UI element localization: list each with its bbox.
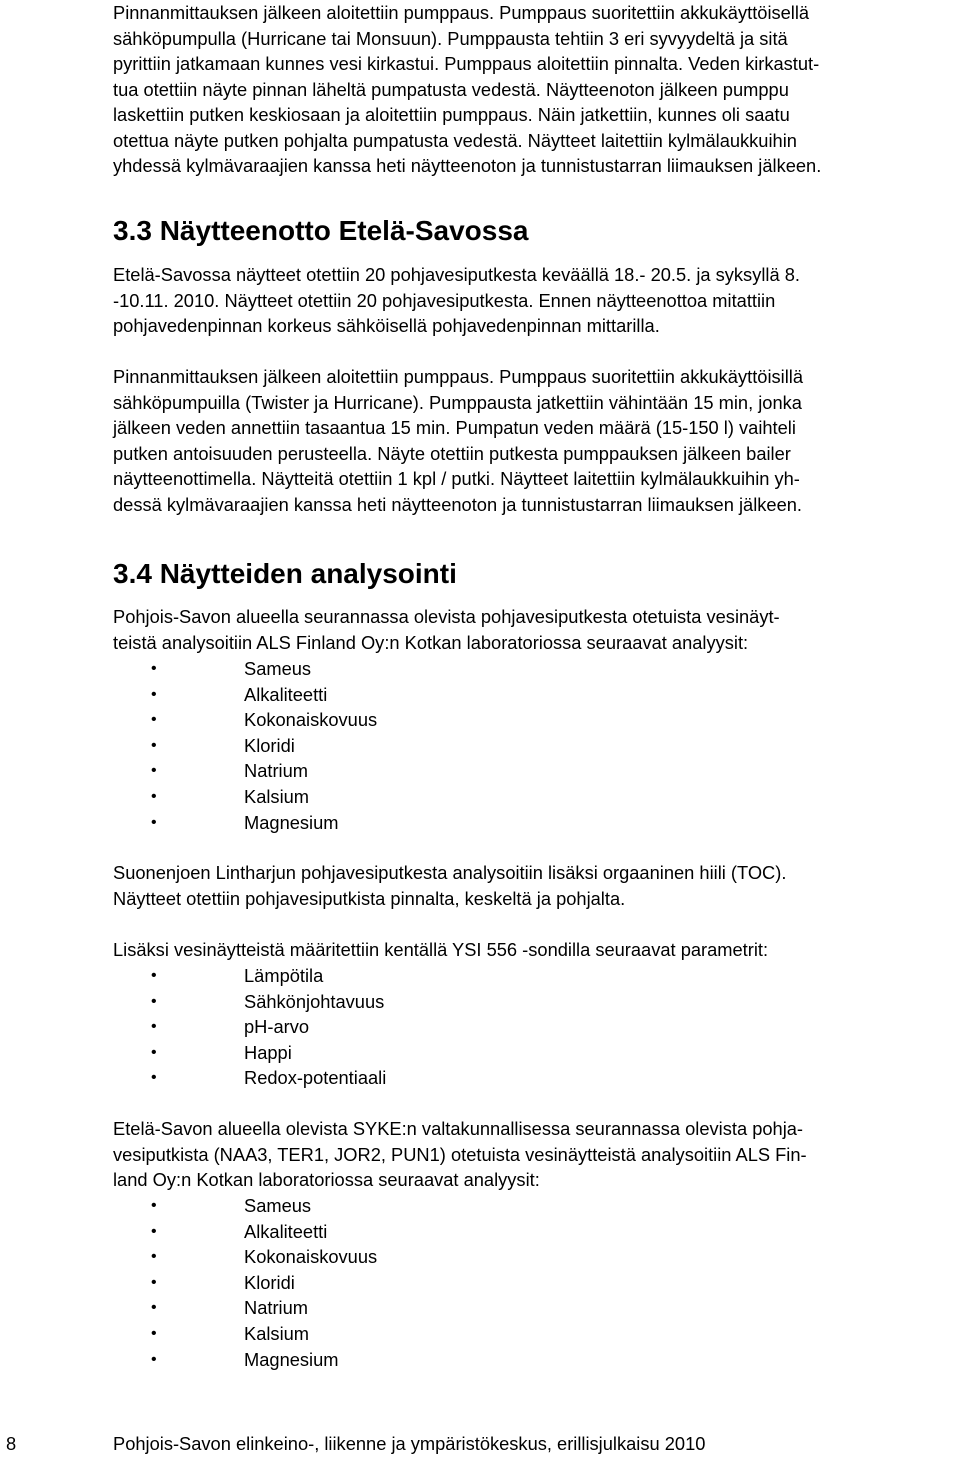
bullet-list [113, 1193, 960, 1372]
list-item: • Kalsium [113, 1321, 960, 1347]
publication-title: Pohjois-Savon elinkeino-, liikenne ja ympäristökeskus, erillisjulkaisu 2010 [113, 1433, 706, 1454]
text-line: pyrittiin jatkamaan kunnes vesi kirkastui. Pumppaus aloitettiin pinnalta. Veden kirkastut- [113, 53, 820, 74]
text-line: näytteenottimella. Näytteitä otettiin 1 kpl / putki. Näytteet laitettiin kylmälaukkuihin yh- [113, 468, 800, 489]
text-line: tua otettiin näyte pinnan läheltä pumpatusta vedestä. Näytteenoton jälkeen pumppu [113, 78, 789, 100]
analysis-list-1 [113, 656, 960, 835]
section-3-4-para1 [113, 604, 960, 655]
text-line: Lisäksi vesinäytteistä määritettiin kentällä YSI 556 -sondilla seuraavat parametrit: [113, 939, 769, 960]
list-item: • Kokonaiskovuus [113, 707, 960, 733]
text-line: vesiputkista (NAA3, TER1, JOR2, PUN1) otetuista vesinäytteistä analysoitiin ALS Fin- [113, 1143, 807, 1165]
text-line: Etelä-Savon alueella olevista SYKE:n valtakunnallisessa seurannassa olevista pohja- [113, 1118, 804, 1139]
list-item: • Happi [113, 1040, 960, 1066]
list-item: • Alkaliteetti [113, 682, 960, 708]
text-line: jälkeen veden annettiin tasaantua 15 min. Pumpatun veden määrä (15-150 l) vaihteli [113, 417, 796, 438]
text-line: teistä analysoitiin ALS Finland Oy:n Kotkan laboratoriossa seuraavat analyysit: [113, 631, 749, 653]
text-line: pohjavedenpinnan korkeus sähköisellä pohjavedenpinnan mittarilla. [113, 315, 660, 336]
text-line: Suonenjoen Lintharjun pohjavesiputkesta analysoitiin lisäksi orgaaninen hiili (TOC). [113, 862, 787, 883]
intro-paragraph [113, 0, 960, 179]
list-item: • Redox-potentiaali [113, 1065, 960, 1091]
text-line: sähköpumpuilla (Twister ja Hurricane). Pumppausta jatkettiin vähintään 15 min, jonka [113, 391, 802, 413]
list-item: • Kloridi [113, 1270, 960, 1296]
text-line: laskettiin putken keskiosaan ja aloitettiin pumppaus. Näin jatkettiin, kunnes oli saatu [113, 104, 790, 125]
paragraph [113, 364, 960, 517]
list-item: • Magnesium [113, 1347, 960, 1373]
section-3-4-para3 [113, 937, 960, 963]
parameter-list [113, 963, 960, 1091]
text-line: sähköpumpulla (Hurricane tai Monsuun). Pumppausta tehtiin 3 eri syvyydeltä ja sitä [113, 27, 788, 49]
list-item: • Lämpötila [113, 963, 960, 989]
paragraph [113, 860, 960, 911]
list-item: • Magnesium [113, 810, 960, 836]
section-3-3-para2 [113, 364, 960, 517]
list-item: • Sameus [113, 656, 960, 682]
list-item: • Alkaliteetti [113, 1219, 960, 1245]
list-item: • Kalsium [113, 784, 960, 810]
text-line: Pohjois-Savon alueella seurannassa olevista pohjavesiputkesta otetuista vesinäyt- [113, 606, 780, 627]
text-line: otettua näyte putken pohjalta pumpatusta vedestä. Näytteet laitettiin kylmälaukkuihin [113, 129, 797, 151]
paragraph [113, 262, 960, 339]
text-line: Pinnanmittauksen jälkeen aloitettiin pumppaus. Pumppaus suoritettiin akkukäyttöisellä [113, 2, 810, 23]
bullet-list [113, 656, 960, 835]
text-line: -10.11. 2010. Näytteet otettiin 20 pohjavesiputkesta. Ennen näytteenottoa mitattiin [113, 289, 776, 311]
section-3-3-para1 [113, 262, 960, 339]
list-item: • Sähkönjohtavuus [113, 989, 960, 1015]
section-3-4 [113, 557, 960, 591]
section-3-4-para4 [113, 1116, 960, 1193]
bullet-list [113, 963, 960, 1091]
paragraph [113, 937, 960, 963]
section-heading: 3.3 Näytteenotto Etelä-Savossa [113, 215, 529, 246]
text-line: putken antoisuuden perusteella. Näyte otettiin putkesta pumppauksen jälkeen bailer [113, 442, 791, 464]
page-number: 8 [6, 1433, 17, 1454]
list-item: • Sameus [113, 1193, 960, 1219]
analysis-list-2 [113, 1193, 960, 1372]
list-item: • Kokonaiskovuus [113, 1244, 960, 1270]
list-item: • Natrium [113, 1295, 960, 1321]
text-line: yhdessä kylmävaraajien kanssa heti näytteenoton ja tunnistustarran liimauksen jälkeen. [113, 155, 822, 176]
section-3-4-para2 [113, 860, 960, 911]
text-line: dessä kylmävaraajien kanssa heti näytteenoton ja tunnistustarran liimauksen jälkeen. [113, 493, 802, 515]
text-line: Pinnanmittauksen jälkeen aloitettiin pumppaus. Pumppaus suoritettiin akkukäyttöisillä [113, 366, 803, 387]
list-item: • pH-arvo [113, 1014, 960, 1040]
list-item: • Natrium [113, 758, 960, 784]
text-line: Näytteet otettiin pohjavesiputkista pinnalta, keskeltä ja pohjalta. [113, 887, 626, 909]
section-3-3 [113, 214, 960, 248]
intro-section [113, 0, 960, 179]
text-line: Etelä-Savossa näytteet otettiin 20 pohjavesiputkesta keväällä 18.- 20.5. ja syksyllä 8. [113, 264, 800, 285]
text-line: land Oy:n Kotkan laboratoriossa seuraavat analyysit: [113, 1169, 540, 1190]
paragraph [113, 604, 960, 655]
list-item: • Kloridi [113, 733, 960, 759]
section-heading: 3.4 Näytteiden analysointi [113, 558, 457, 589]
paragraph [113, 1116, 960, 1193]
